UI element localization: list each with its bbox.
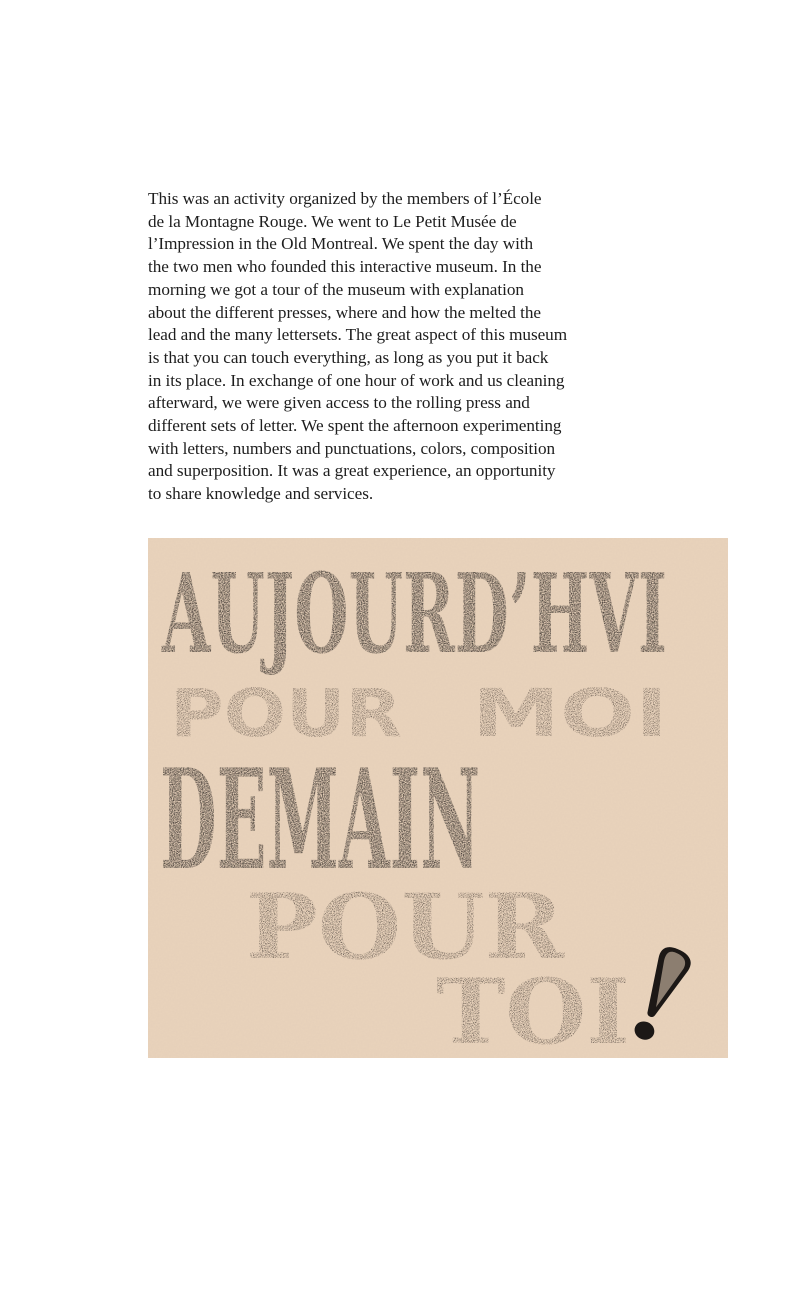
print-line-demain: DEMAIN <box>160 738 480 901</box>
intro-paragraph: This was an activity organized by the members of l’École de la Montagne Rouge. We went to Le Petit Musée de l’Impression in the Old Montreal. We spent the day with the two men who founded this interactive museum. In the morning we got a tour of the museum with explanation about the different presses, where and how the melted the lead and the many lettersets. The great aspect of this museum is that you can touch everything, as long as you put it back in its place. In exchange of one hour of work and us cleaning afterward, we were given access to the rolling press and different sets of letter. We spent the afternoon experimenting with letters, numbers and punctuations, colors, composition and superposition. It was a great experience, an opportunity to share knowledge and services. <box>148 189 568 504</box>
print-line-pour-1: POUR <box>170 675 402 752</box>
print-line-pour-2: POUR <box>246 874 566 980</box>
print-line-moi-1: MOI <box>472 675 668 752</box>
print-line-toi: TOI <box>436 959 630 1065</box>
print-line-aujourdhui: AUJOURD’HVI <box>161 549 667 678</box>
letterpress-print-image <box>148 538 728 1065</box>
